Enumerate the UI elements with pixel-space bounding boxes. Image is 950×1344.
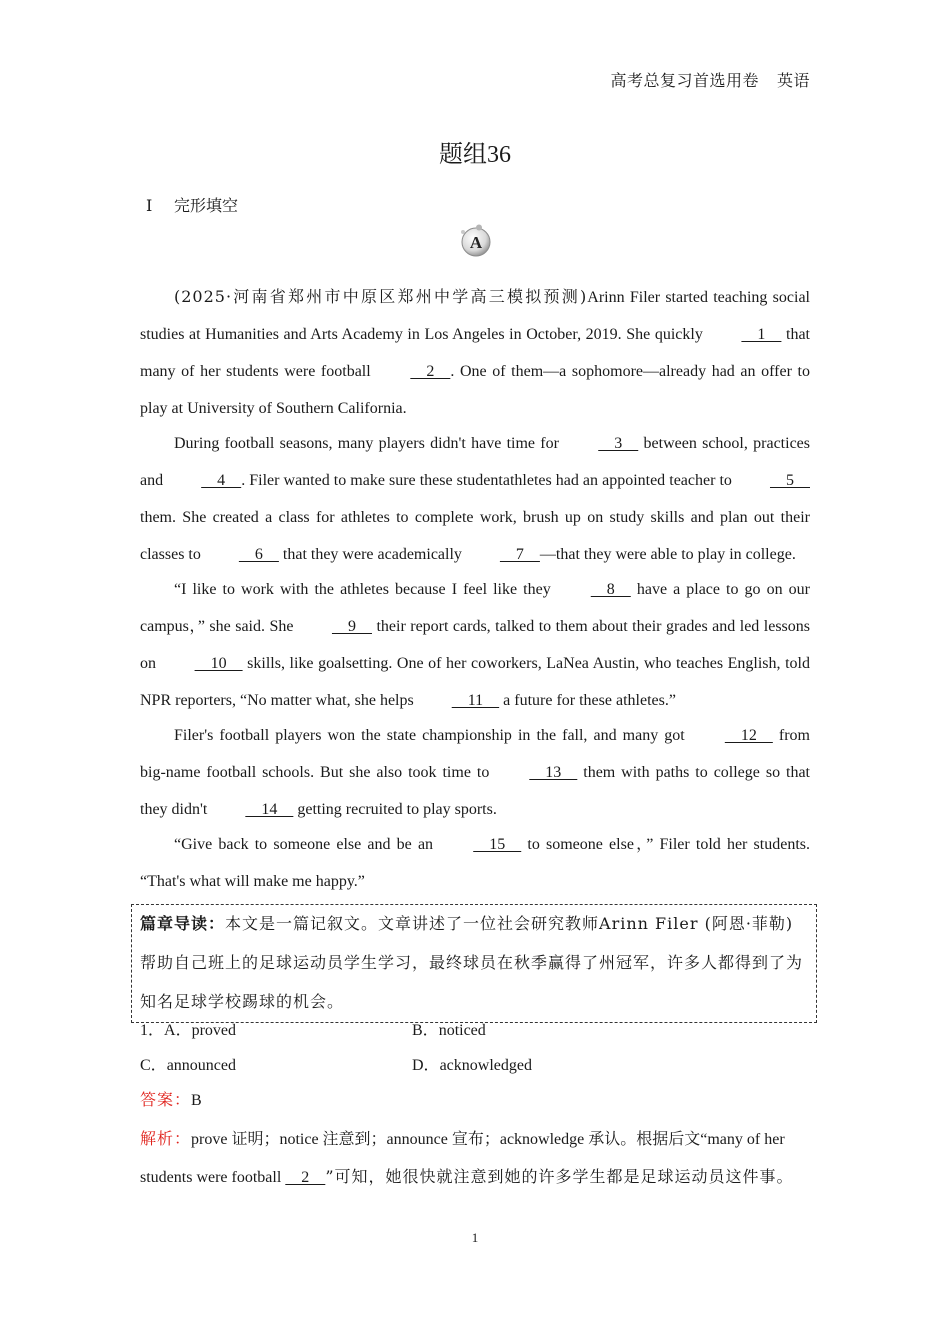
passage-badge-icon xyxy=(458,224,492,258)
option-b: B．noticed xyxy=(412,1022,486,1039)
section-number: Ⅰ xyxy=(146,198,153,215)
blank-6: 6 xyxy=(238,546,279,563)
analysis-label: 解析： xyxy=(140,1129,192,1148)
analysis-conclusion: ”可知，她很快就注意到她的许多学生都是足球运动员这件事。 xyxy=(325,1167,794,1186)
question-1-options xyxy=(140,1013,820,1083)
answer-line xyxy=(140,1087,202,1114)
blank-1: 1 xyxy=(741,326,782,343)
analysis-text: prove 证明；notice 注意到；announce 宣布；acknowledge 承认。根据后文“many of her students were football xyxy=(140,1131,785,1186)
blank-11: 11 xyxy=(451,692,500,709)
passage-paragraph-2: During football seasons, many players didn't have time for 3 between school, practices and 4 . Filer wanted to make sure these studentathletes had an appointed teacher to 5 them. She created a class for athletes to complete work, brush up on study skills and plan out their classes to 6 that they were academically 7 —that they were able to play in college. xyxy=(140,425,810,573)
answer-value: B xyxy=(191,1092,202,1109)
blank-8: 8 xyxy=(590,581,631,598)
passage-badge xyxy=(458,224,492,258)
header-book-title: 高考总复习首选用卷 xyxy=(610,73,759,90)
passage-source: (2025·河南省郑州市中原区郑州中学高三模拟预测) xyxy=(174,287,588,306)
page-header xyxy=(610,68,810,91)
passage-paragraph-3: “I like to work with the athletes because I feel like they 8 have a place to go on our campus，” she said. She 9 their report cards, talked to them about their grades and led lessons on 10 skills, like goalsetting. One of her coworkers, LaNea Austin, who teaches English, told NPR reporters, “No matter what, she helps 11 a future for these athletes.” xyxy=(140,571,810,719)
cloze-passage xyxy=(140,278,810,898)
option-row xyxy=(140,1048,820,1083)
blank-3: 3 xyxy=(598,435,639,452)
option-c: C．announced xyxy=(140,1057,236,1074)
blank-12: 12 xyxy=(724,727,773,744)
analysis-block xyxy=(140,1120,830,1196)
reading-guide-text: 本文是一篇记叙文。文章讲述了一位社会研究教师Arinn Filer (阿恩·菲勒)帮助自己班上的足球运动员学生学习，最终球员在秋季赢得了州冠军，许多人都得到了为知名足球学校踢球的机会。 xyxy=(140,914,804,1011)
blank-10: 10 xyxy=(194,655,243,672)
blank-15: 15 xyxy=(473,836,522,853)
passage-badge-letter: A xyxy=(469,233,483,252)
answer-label: 答案： xyxy=(140,1090,192,1109)
blank-7: 7 xyxy=(499,546,540,563)
option-d: D．acknowledged xyxy=(412,1057,532,1074)
analysis-blank: 2 xyxy=(285,1169,326,1186)
section-heading xyxy=(146,193,238,216)
option-row xyxy=(140,1013,820,1048)
blank-5: 5 xyxy=(769,472,810,489)
option-a: 1．A．proved xyxy=(140,1022,237,1039)
passage-paragraph-4: Filer's football players won the state championship in the fall, and many got 12 from big-name football schools. But she also took time to 13 them with paths to college so that they didn't 14 getting recruited to play sports. xyxy=(140,717,810,828)
question-number: 1． xyxy=(140,1022,165,1039)
reading-guide-box xyxy=(131,904,817,1023)
blank-14: 14 xyxy=(245,801,294,818)
page-number: 1 xyxy=(471,1230,479,1245)
blank-4: 4 xyxy=(201,472,242,489)
section-label: 完形填空 xyxy=(174,198,239,215)
blank-13: 13 xyxy=(529,764,578,781)
reading-guide-label: 篇章导读： xyxy=(140,914,226,933)
page-title: 题组36 xyxy=(439,142,511,168)
blank-9: 9 xyxy=(331,618,372,635)
blank-2: 2 xyxy=(410,363,451,380)
header-subject: 英语 xyxy=(776,73,810,90)
passage-paragraph-5: “Give back to someone else and be an 15 to someone else，” Filer told her students. “That's what will make me happy.” xyxy=(140,826,810,900)
passage-paragraph-1: (2025·河南省郑州市中原区郑州中学高三模拟预测)Arinn Filer started teaching social studies at Humanities and Arts Academy in Los Angeles in October, 2019. She quickly 1 that many of her students were football 2 . One of them—a sophomore—already had an offer to play at University of Southern California. xyxy=(140,287,811,417)
